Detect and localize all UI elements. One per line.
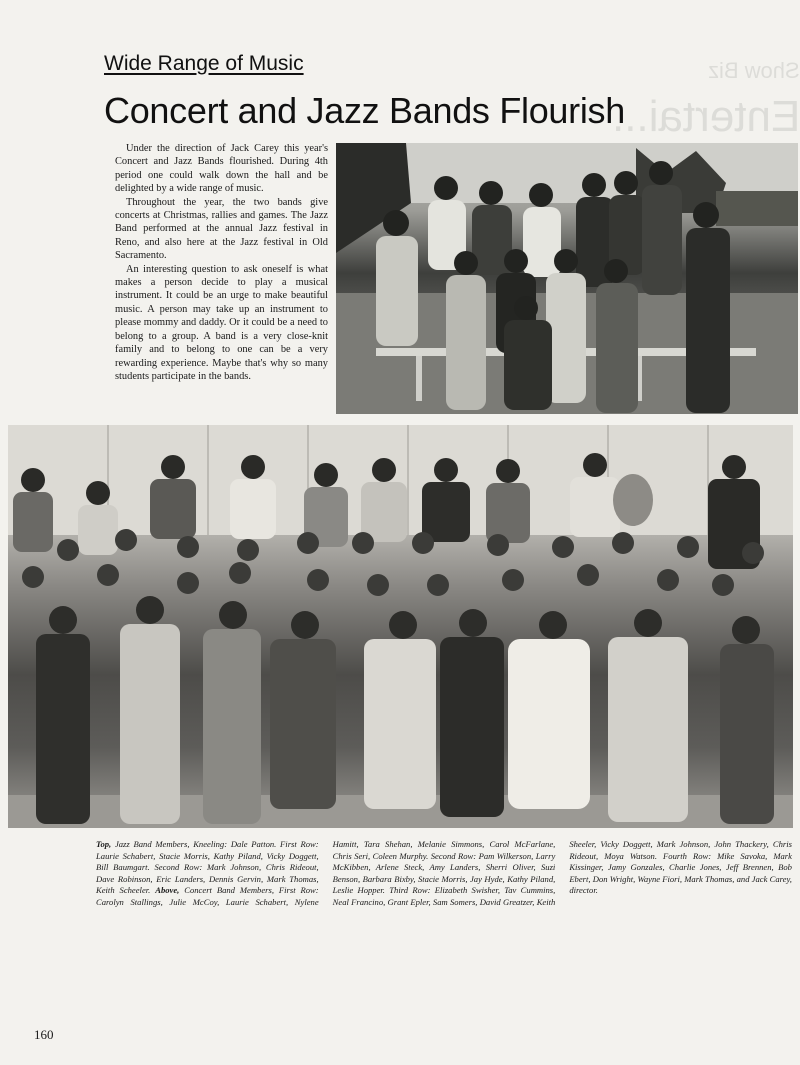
page-headline: Concert and Jazz Bands Flourish bbox=[104, 90, 625, 131]
article-paragraph-1: Under the direction of Jack Carey this year's Concert and Jazz Bands flourished. During 4th period one could walk down the hall and be delighted by a wide range of music. bbox=[115, 143, 328, 195]
caption-above-label: Above, bbox=[155, 885, 180, 896]
caption-top-label: Top, bbox=[96, 839, 112, 849]
page-number: 160 bbox=[34, 1027, 54, 1042]
section-kicker: Wide Range of Music bbox=[104, 52, 304, 75]
article-body bbox=[115, 142, 328, 383]
concert-band-photo bbox=[8, 425, 793, 828]
bleed-through-line-2: Entertai... bbox=[611, 92, 800, 141]
article-paragraph-3: An interesting question to ask oneself is what makes a person decide to play a musical instrument. It could be an urge to make beautiful music. A person may take up an instrument to please mommy and daddy. Or it could be a need to belong to a group. A band is a very close-knit family and to belong to one can be a very rewarding experience. Maybe that's why so many students participate in the bands. bbox=[115, 263, 328, 382]
article-paragraph-2: Throughout the year, the two bands give concerts at Christmas, rallies and games. The Jazz Band performed at the annual Jazz festival in Reno, and also here at the Jazz festival in Old Sacramento. bbox=[115, 196, 328, 262]
bleed-through-line-1: Show Biz bbox=[708, 58, 800, 83]
caption-above-text: Concert Band Members, First Row: Carolyn Stallings, Julie McCoy, Laurie Schabert, Nylene Hamitt, Tara Shehan, Melanie Simmons, Carol McFarlane, Chris Seri, Coleen Murphy. Second Row: Pam Wilkerson, Larry McKibben, Arlene Steck, Amy Landers, Sherri Oliver, Suzi Benson, Barbara Bixby, Stacie Morris, Jay Hyde, Kathy Piland, Leslie Hopper. Third Row: Elizabeth Swisher, Tav Cummins, Neal Francino, Grant Epler, Sam Somers, David Greatzer, Keith Sheeler, Vicky Doggett, Mark Johnson, John Thackery, Chris Rideout, Moya Watson. Fourth Row: Mike Savoka, Mark Kissinger, Jamy Gonzales, Charlie Jones, Jeff Brennen, Bob Ebert, Don Wright, Wayne Fiori, Mark Thomas, and Jack Carey, director. bbox=[96, 839, 792, 907]
jazz-band-photo-illustration bbox=[336, 143, 798, 414]
caption-top-text: Jazz Band Members, Kneeling: Dale Patton. First Row: Laurie Schabert, Stacie Morris, Kathy Piland, Vicky Doggett, Bill Baumgart. Second Row: Mark Johnson, Chris Rideout, Dave Robinson, Eric Landers, Dennis Gervin, Mark Thomas, Keith Scheeler. bbox=[96, 839, 319, 896]
jazz-band-photo bbox=[336, 143, 798, 414]
concert-band-photo-illustration bbox=[8, 425, 793, 828]
photo-caption bbox=[96, 839, 792, 909]
